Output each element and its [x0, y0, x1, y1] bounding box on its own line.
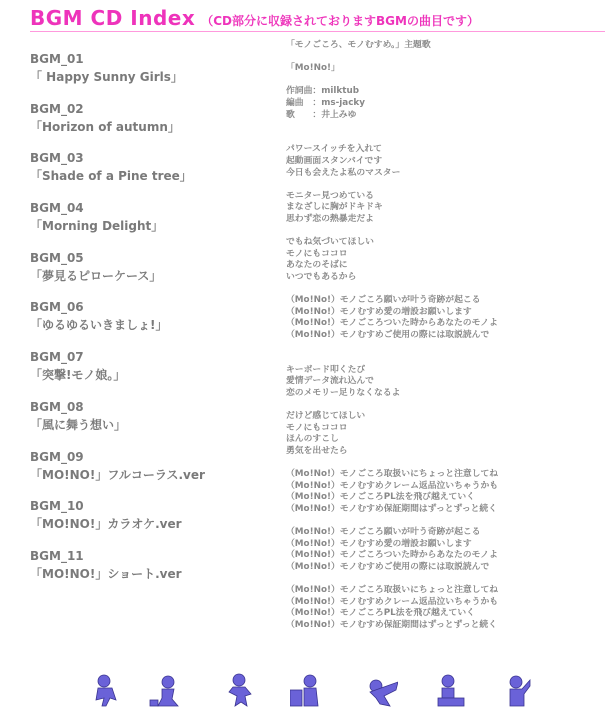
lyric-line: 編曲 ：ms-jacky: [286, 97, 365, 108]
lyric-line: ほんのすこし: [286, 434, 339, 445]
lyric-line: （Mo!No!）モノごころPL法を飛び越えていく: [286, 608, 475, 619]
lyric-line: モノにもココロ: [286, 248, 348, 259]
lyric-line: [286, 515, 606, 527]
track-number: BGM_07: [30, 350, 84, 365]
character-kneeling-icon: [148, 672, 180, 708]
track-number: BGM_11: [30, 548, 84, 563]
lyric-line: 「Mo!No!」: [286, 63, 340, 74]
lyric-line: [286, 399, 606, 411]
lyric-line: パワースイッチを入れて: [286, 144, 382, 155]
lyric-line: まなざしに胸がドキドキ: [286, 202, 383, 213]
page-title: BGM CD Index: [30, 6, 196, 30]
track-item: [30, 448, 270, 498]
header-divider: [30, 31, 605, 32]
lyric-line: モノにもココロ: [286, 422, 348, 433]
page-header: [30, 6, 600, 30]
lyric-line: （Mo!No!）モノごころ取扱いにちょっと注意してね: [286, 468, 499, 479]
track-item: [30, 398, 270, 448]
lyric-line: [286, 283, 606, 295]
lyric-line: （Mo!No!）モノむすめクレーム返品泣いちゃうかも: [286, 480, 499, 491]
lyric-line: （Mo!No!）モノごころ取扱いにちょっと注意してね: [286, 584, 499, 595]
lyric-line: [286, 573, 606, 585]
track-number: BGM_02: [30, 101, 84, 116]
lyric-line: （Mo!No!）モノむすめクレーム返品泣いちゃうかも: [286, 596, 499, 607]
lyric-line: （Mo!No!）モノむすめご使用の際には取説読んで: [286, 561, 490, 572]
track-item: [30, 348, 270, 398]
track-item: [30, 50, 270, 100]
character-jumping-icon: [223, 672, 255, 708]
track-item: [30, 149, 270, 199]
lyric-line: 愛情データ流れ込んで: [286, 376, 374, 387]
lyric-line: [286, 75, 606, 87]
character-with-box-icon: [290, 672, 322, 708]
lyric-line: あなたのそばに: [286, 260, 348, 271]
lyric-line: （Mo!No!）モノごころついた時からあなたのモノよ: [286, 318, 498, 329]
track-title: 「風に舞う想い」: [30, 417, 127, 432]
character-at-desk-icon: [434, 672, 466, 708]
page-subtitle: （CD部分に収録されておりますBGMの曲目です）: [201, 14, 479, 28]
lyric-line: 勇気を出せたら: [286, 445, 348, 456]
track-number: BGM_03: [30, 151, 84, 166]
track-item: [30, 497, 270, 547]
lyric-line: （Mo!No!）モノごころ願いが叶う奇跡が起こる: [286, 526, 481, 537]
track-title: 「Morning Delight」: [30, 219, 164, 234]
lyric-line: [286, 179, 606, 191]
track-title: 「ゆるゆるいきましょ!」: [30, 318, 168, 333]
lyric-line: （Mo!No!）モノごころ願いが叶う奇跡が起こる: [286, 295, 481, 306]
character-running-icon: [90, 672, 122, 708]
track-number: BGM_06: [30, 300, 84, 315]
track-number: BGM_05: [30, 250, 84, 265]
lyric-line: 今日も会えたよ私のマスター: [286, 167, 401, 178]
track-item: [30, 249, 270, 299]
track-number: BGM_10: [30, 499, 84, 514]
track-number: BGM_04: [30, 201, 84, 216]
track-title: 「MO!NO!」ショート.ver: [30, 566, 182, 581]
lyric-line: [286, 52, 606, 64]
lyrics-block: [286, 40, 606, 631]
track-item: [30, 547, 270, 597]
lyric-line: [286, 133, 606, 145]
lyric-line: （Mo!No!）モノむすめ保証期間はずっとずっと続く: [286, 619, 498, 630]
track-title: 「Horizon of autumn」: [30, 119, 180, 134]
track-title: 「MO!NO!」フルコーラス.ver: [30, 467, 205, 482]
track-title: 「夢見るピローケース」: [30, 268, 162, 283]
lyric-line: 思わず恋の熱暴走だよ: [286, 213, 374, 224]
lyric-line: （Mo!No!）モノむすめ愛の増設お願いします: [286, 538, 472, 549]
track-title: 「Shade of a Pine tree」: [30, 169, 192, 184]
track-item: [30, 298, 270, 348]
lyric-line: [286, 353, 606, 365]
lyric-line: 起動画面スタンバイです: [286, 155, 383, 166]
lyric-line: （Mo!No!）モノむすめ愛の増設お願いします: [286, 306, 472, 317]
lyric-line: [286, 121, 606, 133]
lyric-line: 歌 ：井上みゆ: [286, 109, 357, 120]
lyric-line: [286, 226, 606, 238]
character-waving-icon: [500, 672, 532, 708]
character-flying-icon: [366, 672, 398, 708]
track-title: 「突撃!モノ娘。」: [30, 368, 126, 383]
lyric-line: でもね気づいてほしい: [286, 237, 374, 248]
lyric-line: だけど感じてほしい: [286, 411, 366, 421]
lyric-line: [286, 457, 606, 469]
lyric-line: 「モノごころ、モノむすめ。」主題歌: [286, 40, 431, 50]
lyric-line: モニター見つめている: [286, 190, 374, 201]
track-number: BGM_09: [30, 449, 84, 464]
lyric-line: （Mo!No!）モノむすめご使用の際には取説読んで: [286, 329, 490, 340]
track-item: [30, 199, 270, 249]
lyric-line: （Mo!No!）モノごころPL法を飛び越えていく: [286, 492, 475, 503]
lyric-line: （Mo!No!）モノむすめ保証期間はずっとずっと続く: [286, 503, 498, 514]
track-title: 「 Happy Sunny Girls」: [30, 70, 183, 84]
lyric-line: （Mo!No!）モノごころついた時からあなたのモノよ: [286, 550, 498, 561]
lyric-line: キーボード叩くたび: [286, 364, 366, 375]
lyric-line: 作詞曲：milktub: [286, 86, 359, 97]
footer-icon-row: [80, 672, 560, 712]
track-item: [30, 100, 270, 150]
track-number: BGM_08: [30, 399, 84, 414]
track-title: 「MO!NO!」カラオケ.ver: [30, 517, 182, 532]
lyric-line: 恋のメモリー足りなくなるよ: [286, 387, 401, 398]
lyric-line: [286, 341, 606, 353]
lyric-line: いつでもあるから: [286, 271, 357, 282]
track-list: [30, 50, 270, 597]
track-number: BGM_01: [30, 52, 84, 66]
